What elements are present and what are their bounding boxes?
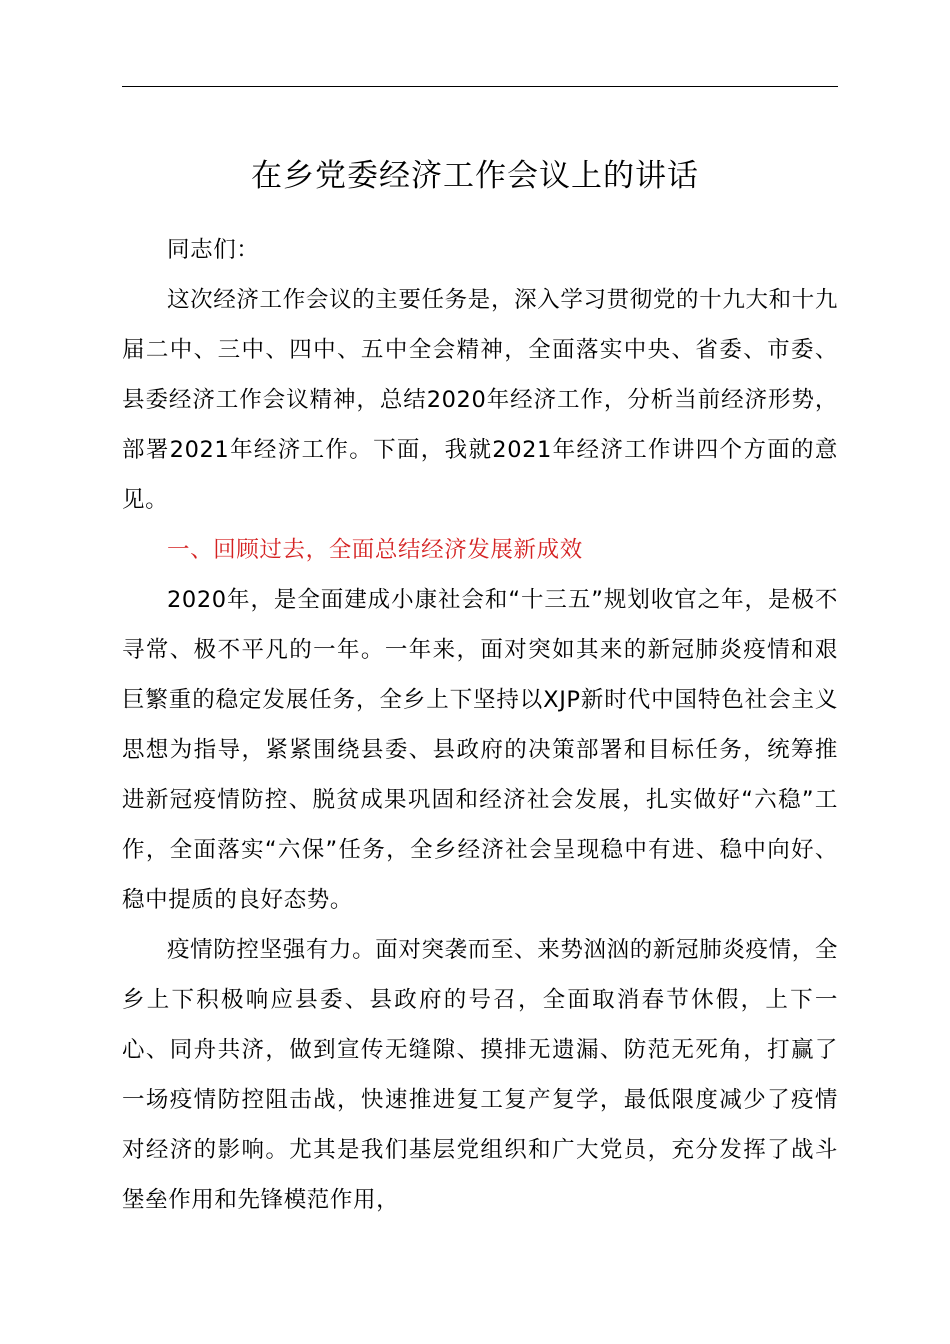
section-heading: 一、回顾过去，全面总结经济发展新成效 — [167, 537, 583, 563]
salutation: 同志们： — [167, 237, 260, 263]
section-paragraph: 疫情防控坚强有力。面对突袭而至、来势汹汹的新冠肺炎疫情，全乡上下积极响应县委、县政府的号召，全面取消春节休假，上下一心、同舟共济，做到宣传无缝隙、摸排无遗漏、防范无死角，打赢了一场疫情防控阻击战，快速推进复工复产复学，最低限度减少了疫情对经济的影响。尤其是我们基层党组织和广大党员，充分发挥了战斗堡垒作用和先锋模范作用， — [122, 937, 838, 1213]
document-title: 在乡党委经济工作会议上的讲话 — [251, 158, 699, 194]
section-paragraph: 2020年，是全面建成小康社会和“十三五”规划收官之年，是极不寻常、极不平凡的一年。一年来，面对突如其来的新冠肺炎疫情和艰巨繁重的稳定发展任务，全乡上下坚持以XJP新时代中国特色社会主义思想为指导，紧紧围绕县委、县政府的决策部署和目标任务，统筹推进新冠疫情防控、脱贫成果巩固和经济社会发展，扎实做好“六稳”工作，全面落实“六保”任务，全乡经济社会呈现稳中有进、稳中向好、稳中提质的良好态势。 — [122, 587, 838, 913]
intro-paragraph: 这次经济工作会议的主要任务是，深入学习贯彻党的十九大和十九届二中、三中、四中、五中全会精神，全面落实中央、省委、市委、县委经济工作会议精神，总结2020年经济工作，分析当前经济形势，部署2021年经济工作。下面，我就2021年经济工作讲四个方面的意见。 — [122, 287, 838, 513]
document-body — [122, 225, 838, 1225]
header-rule — [122, 86, 838, 87]
